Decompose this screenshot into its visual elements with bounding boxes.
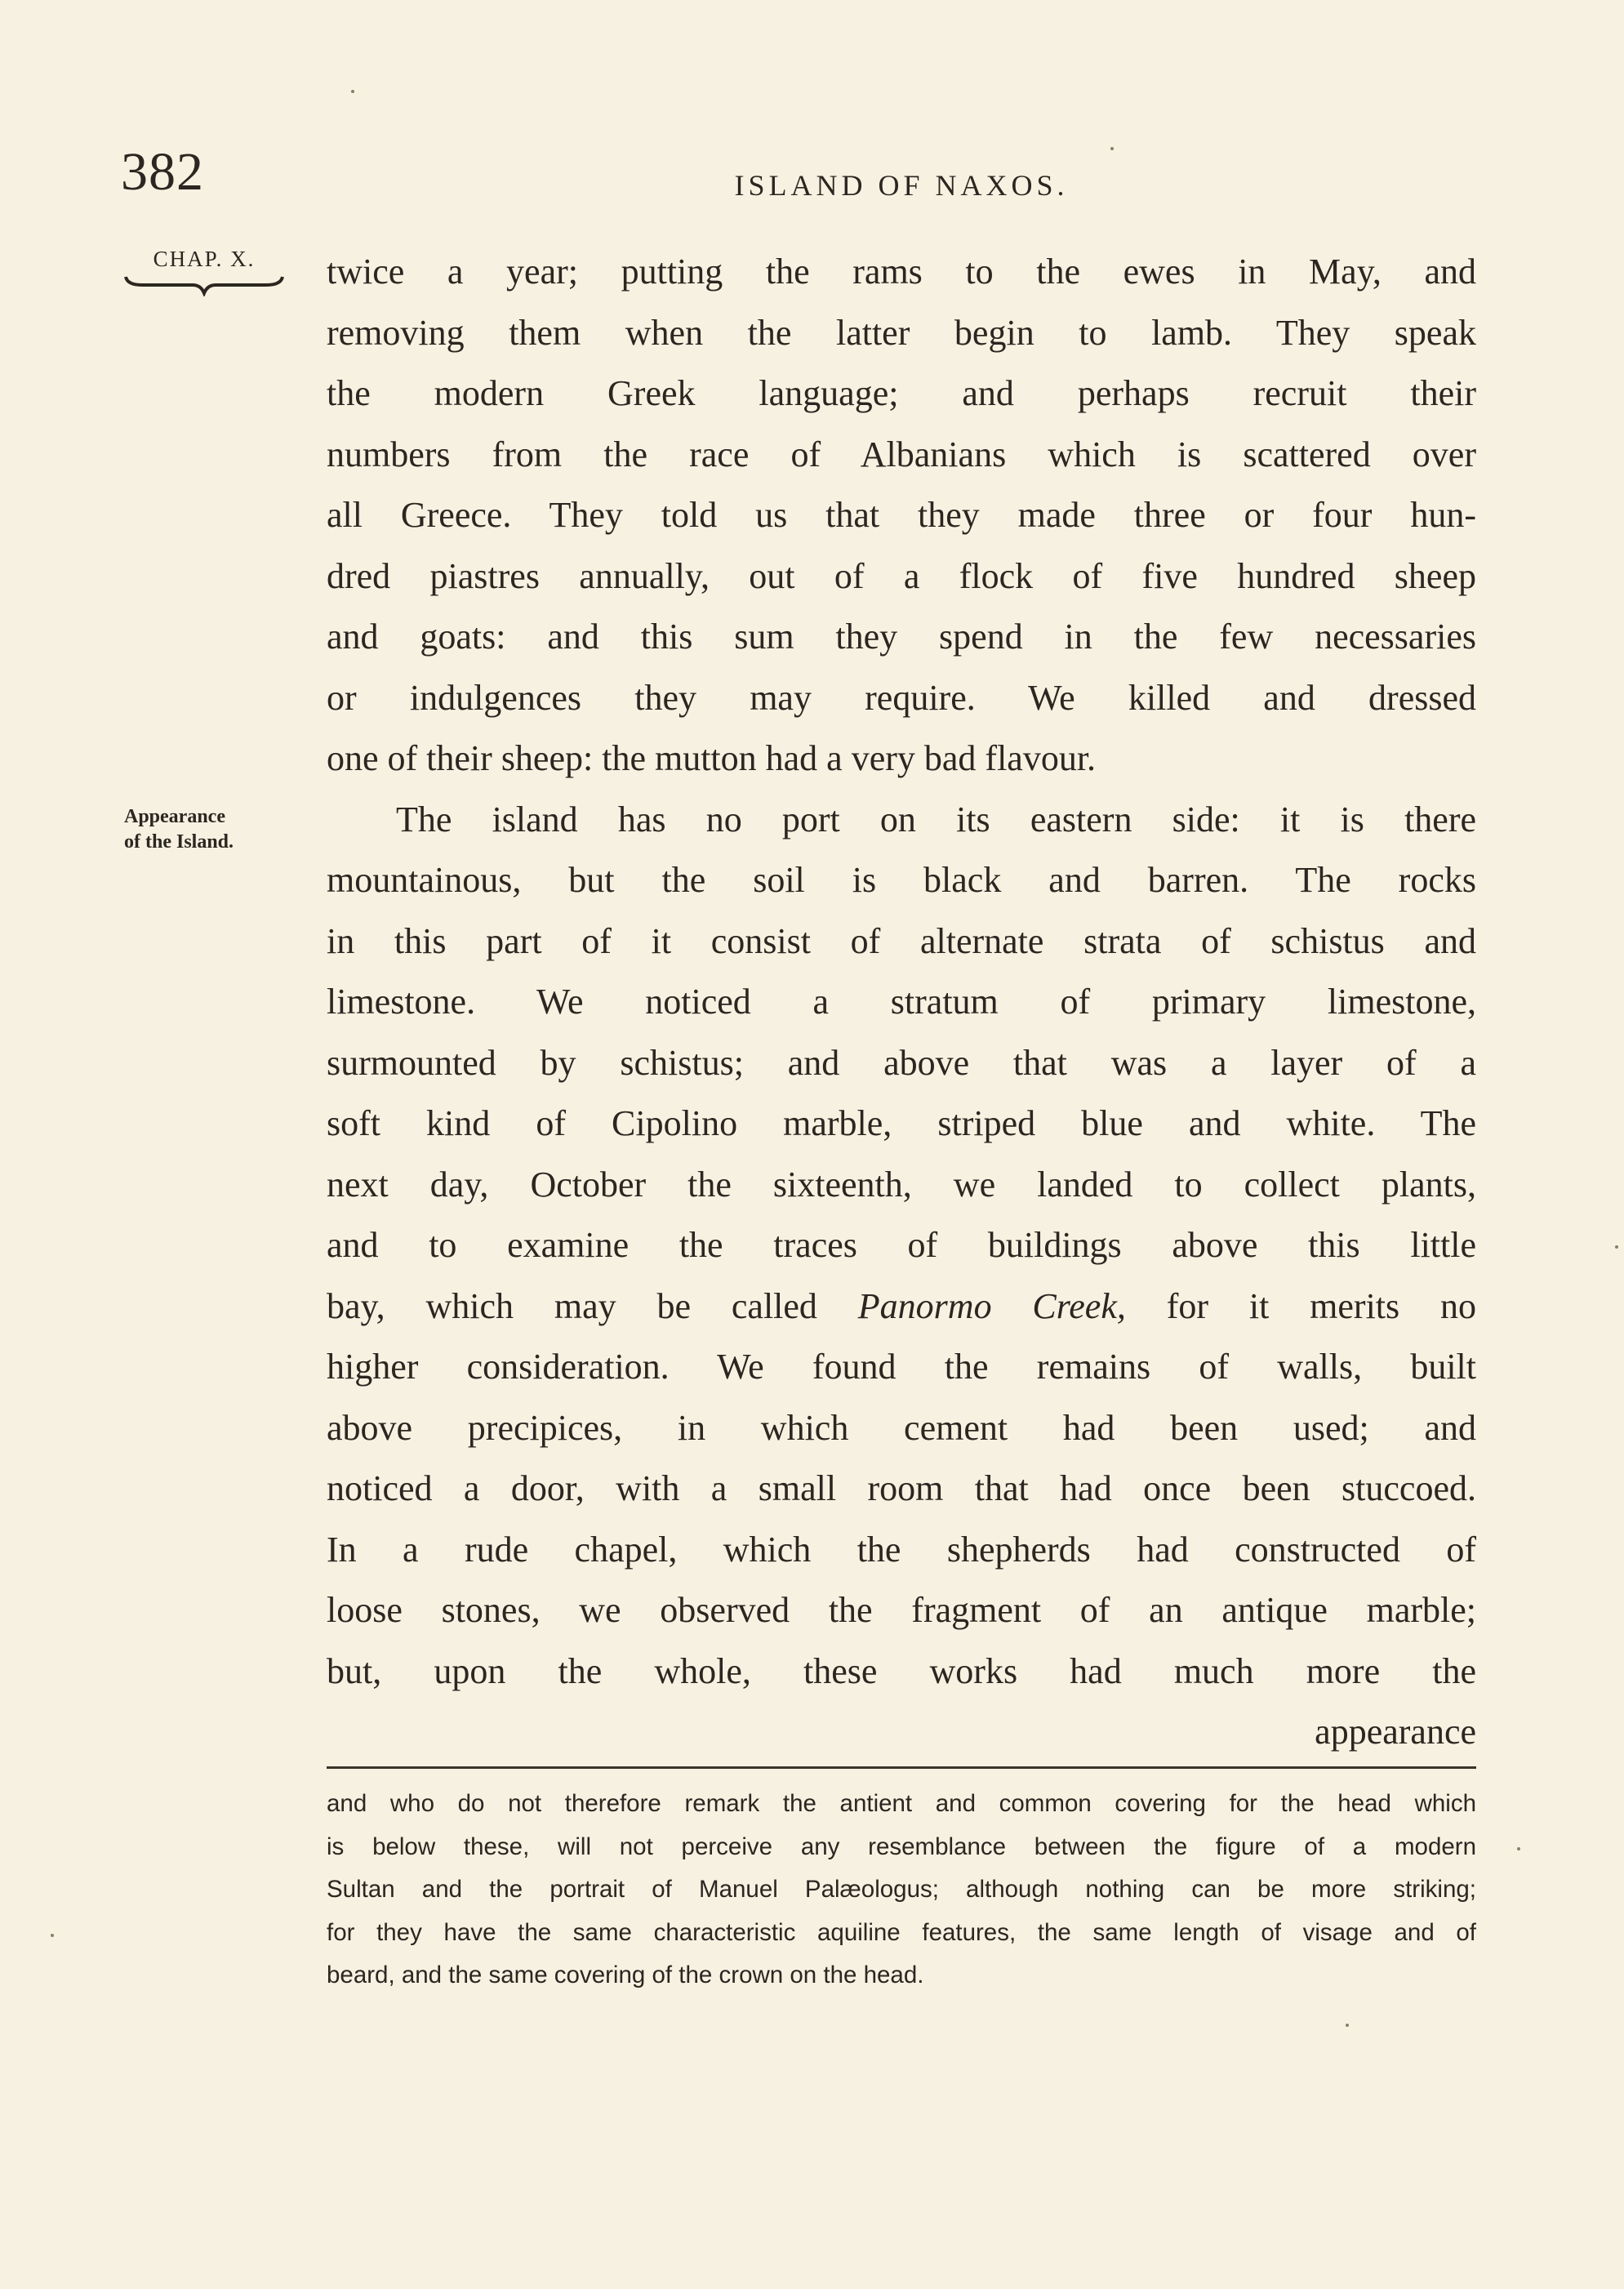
body-line: higher consideration. We found the remains of walls, built xyxy=(327,1347,1476,1387)
margin-note xyxy=(124,804,312,855)
body-line: loose stones, we observed the fragment of an antique marble; xyxy=(327,1590,1476,1630)
body-line: limestone. We noticed a stratum of primary limestone, xyxy=(327,982,1476,1022)
body-line: noticed a door, with a small room that had once been stuccoed. xyxy=(327,1468,1476,1508)
page-number: 382 xyxy=(121,142,204,202)
body-line: or indulgences they may require. We killed and dressed xyxy=(327,677,1476,718)
paper-speck xyxy=(1110,147,1114,150)
margin-note-line-2: of the Island. xyxy=(124,831,234,853)
bay-line-after: for it merits no xyxy=(1125,1285,1477,1326)
footnote-line: beard, and the same covering of the crown on the head. xyxy=(327,1962,924,1988)
body-line: In a rude chapel, which the shepherds had constructed of xyxy=(327,1529,1476,1570)
chapter-label: CHAP. X. xyxy=(153,247,256,271)
footnote xyxy=(327,1783,1476,1997)
body-line: and goats: and this sum they spend in the few necessaries xyxy=(327,617,1476,657)
body-line: the modern Greek language; and perhaps recruit their xyxy=(327,373,1476,413)
body-line: surmounted by schistus; and above that was a layer of a xyxy=(327,1042,1476,1083)
body-text xyxy=(327,242,1476,1763)
body-line: twice a year; putting the rams to the ewes in May, and xyxy=(327,252,1476,292)
chapter-tag xyxy=(122,247,286,296)
footnote-line: for they have the same characteristic aquiline features, the same length of visage and of xyxy=(327,1918,1476,1946)
body-line: all Greece. They told us that they made three or four hun- xyxy=(327,495,1476,535)
footnote-rule xyxy=(327,1766,1476,1769)
body-line: in this part of it consist of alternate strata of schistus and xyxy=(327,920,1476,961)
body-line: soft kind of Cipolino marble, striped blue and white. The xyxy=(327,1103,1476,1143)
body-line: above precipices, in which cement had been used; and xyxy=(327,1407,1476,1448)
body-line: next day, October the sixteenth, we landed to collect plants, xyxy=(327,1164,1476,1205)
catchword: appearance xyxy=(1315,1712,1476,1752)
paper-speck xyxy=(351,90,354,93)
body-line: removing them when the latter begin to lamb. They speak xyxy=(327,312,1476,353)
body-line: but, upon the whole, these works had much more the xyxy=(327,1650,1476,1691)
footnote-line: is below these, will not perceive any resemblance between the figure of a modern xyxy=(327,1833,1476,1860)
body-line-bay xyxy=(327,1276,1476,1338)
bay-line-before: bay, which may be called xyxy=(327,1285,858,1326)
paper-speck xyxy=(1615,1245,1618,1249)
paper-speck xyxy=(1517,1847,1520,1850)
body-line: and to examine the traces of buildings above this little xyxy=(327,1225,1476,1265)
paper-speck xyxy=(51,1934,54,1937)
body-line: numbers from the race of Albanians which is scattered over xyxy=(327,434,1476,474)
footnote-line: Sultan and the portrait of Manuel Palæologus; although nothing can be more striking; xyxy=(327,1876,1476,1903)
running-title: ISLAND OF NAXOS. xyxy=(734,169,1069,202)
margin-note-line-1: Appearance xyxy=(124,806,225,827)
body-line: The island has no port on its eastern side: it is there xyxy=(396,799,1476,839)
place-name-italic: Panormo Creek, xyxy=(857,1285,1126,1326)
body-line: one of their sheep: the mutton had a very bad flavour. xyxy=(327,738,1097,778)
body-line: mountainous, but the soil is black and barren. The rocks xyxy=(327,860,1476,900)
footnote-line: and who do not therefore remark the antient and common covering for the head which xyxy=(327,1790,1476,1817)
paper-speck xyxy=(1346,2024,1349,2027)
chapter-brace-ornament xyxy=(122,274,286,296)
body-line: dred piastres annually, out of a flock of five hundred sheep xyxy=(327,555,1476,596)
